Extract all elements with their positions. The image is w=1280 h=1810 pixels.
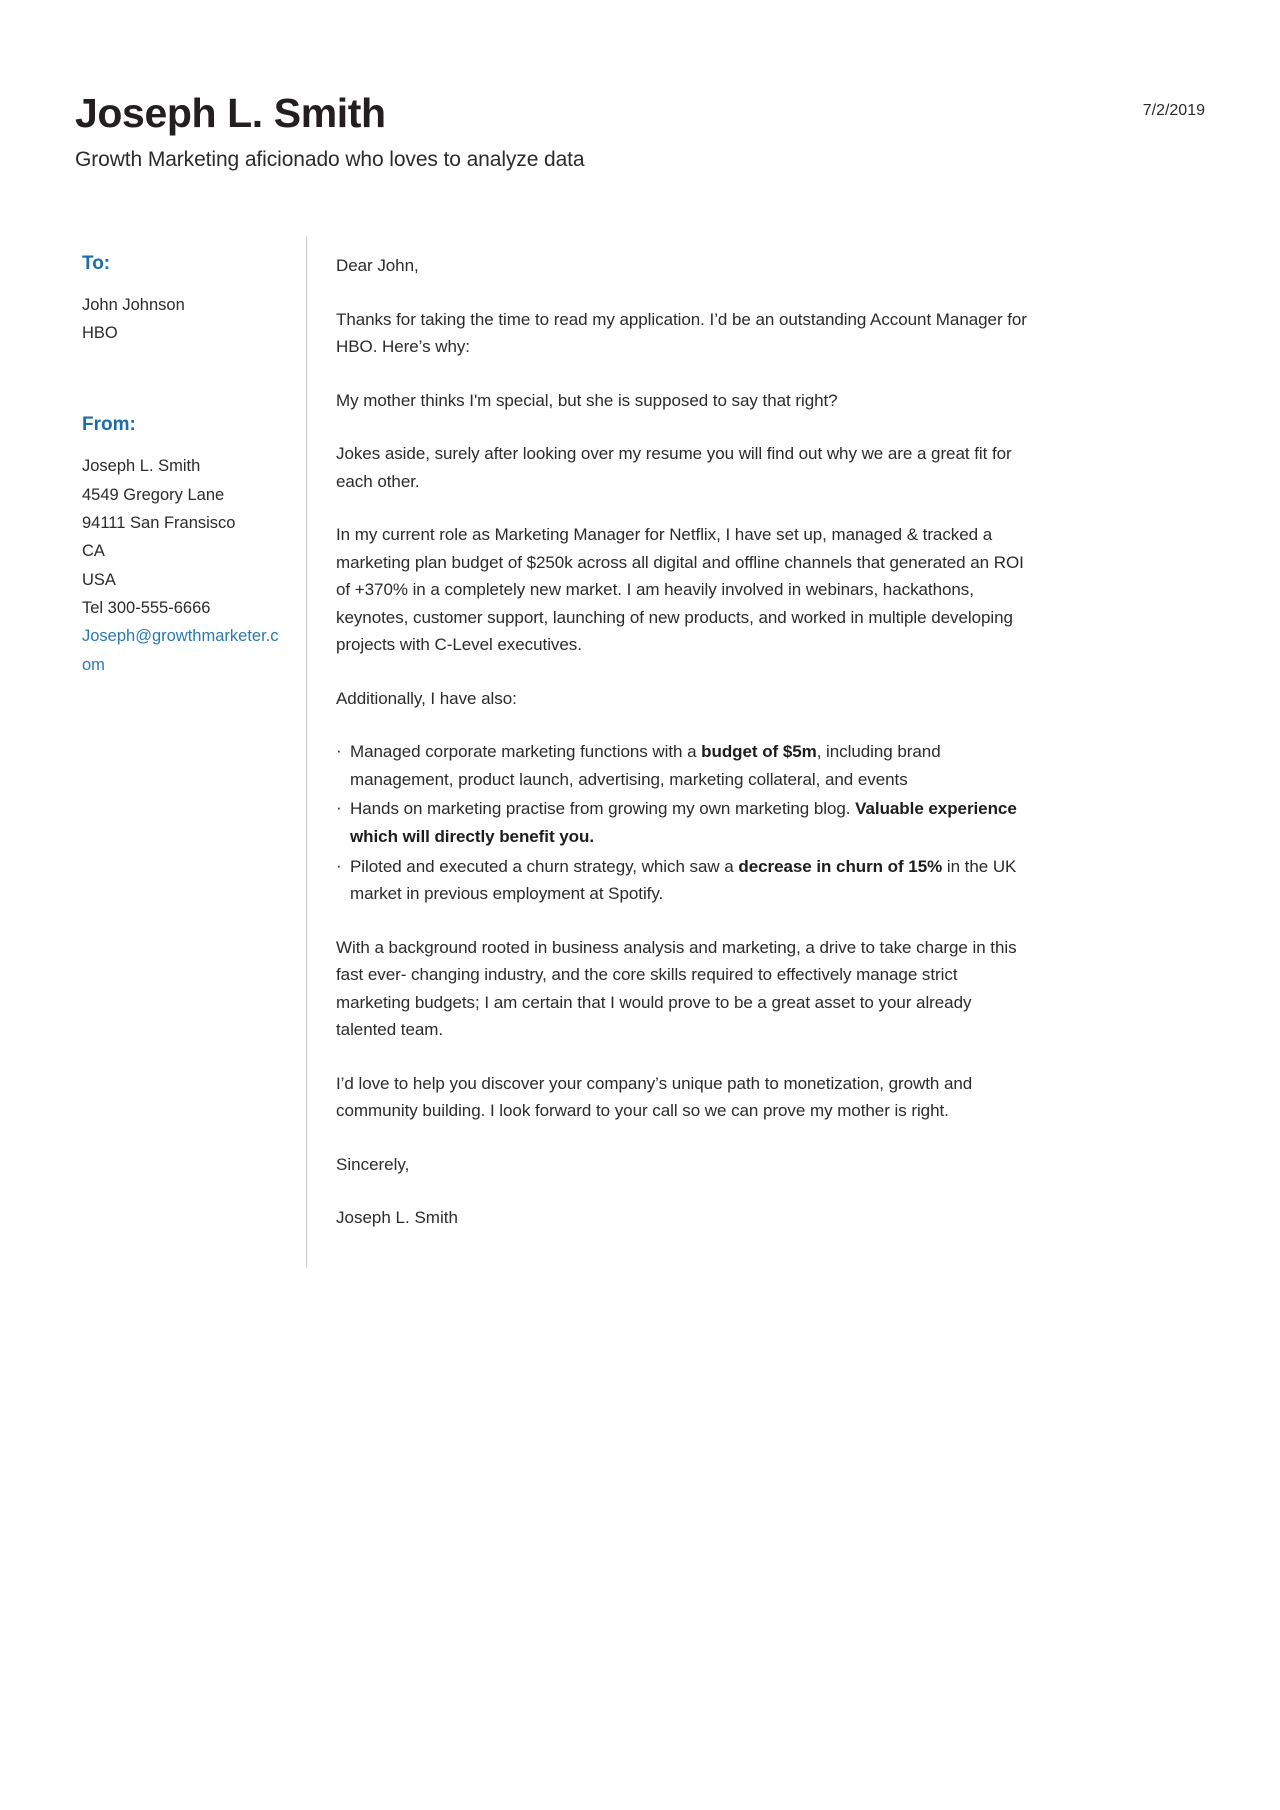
from-line-city: 94111 San Fransisco <box>82 513 236 532</box>
bullet-text-bold: budget of $5m <box>701 742 817 762</box>
from-line-state: CA <box>82 542 105 561</box>
salutation: Dear John, <box>336 256 419 275</box>
from-line-street: 4549 Gregory Lane <box>82 485 225 504</box>
signature: Joseph L. Smith <box>336 1208 458 1228</box>
list-item <box>336 795 1036 850</box>
from-line-name: Joseph L. Smith <box>82 457 201 476</box>
paragraph-3: Jokes aside, surely after looking over my resume you will find out why we are a great fit for each other. <box>336 444 1012 491</box>
contact-sidebar <box>82 252 294 679</box>
letter-body <box>336 252 1036 1232</box>
bullet-text-bold: Valuable experience which will directly benefit you. <box>350 799 1017 846</box>
paragraph-4: In my current role as Marketing Manager for Netflix, I have set up, managed & tracked a marketing plan budget of $250k across all digital and offline channels that generated an ROI of +370% in a completely new market. I am heavily involved in webinars, hackathons, keynotes, customer support, launching of new products, and worked in multiple developing projects with C-Level executives. <box>336 525 1024 655</box>
achievements-list <box>336 738 1036 907</box>
from-line-phone: Tel 300-555-6666 <box>82 599 211 617</box>
bullet-text-after: , including brand management, product launch, advertising, marketing collateral, and events <box>350 742 941 789</box>
bullet-text-after: in the UK market in previous employment at Spotify. <box>350 856 1017 904</box>
bullet-text-before: Hands on marketing practise from growing my own marketing blog. <box>350 799 856 819</box>
bullet-text-bold: decrease in churn of 15% <box>738 856 943 876</box>
paragraph-1: Thanks for taking the time to read my application. I’d be an outstanding Account Manager for HBO. Here’s why: <box>336 309 1027 357</box>
page-title: Joseph L. Smith <box>75 90 386 136</box>
letter-header <box>75 92 1205 202</box>
list-item <box>336 738 1036 793</box>
closing: Sincerely, <box>336 1154 410 1174</box>
paragraph-7: I’d love to help you discover your company’s unique path to monetization, growth and community building. I look forward to your call so we can prove my mother is right. <box>336 1073 973 1121</box>
paragraph-5: Additionally, I have also: <box>336 688 517 708</box>
from-line-country: USA <box>82 570 116 589</box>
list-item <box>336 853 1036 908</box>
email-link[interactable]: Joseph@growthmarketer.com <box>82 627 279 674</box>
paragraph-6: With a background rooted in business analysis and marketing, a drive to take charge in this fast ever- changing industry, and the core skills required to effectively manage strict marketing budgets; I am certain that I would prove to be a great asset to your already talented team. <box>336 937 1017 1040</box>
to-heading: To: <box>82 253 111 274</box>
paragraph-2: My mother thinks I'm special, but she is supposed to say that right? <box>336 390 838 410</box>
bullet-text-before: Piloted and executed a churn strategy, which saw a <box>350 856 739 876</box>
to-line-name: John Johnson <box>82 295 185 314</box>
from-heading: From: <box>82 414 136 436</box>
to-line-company: HBO <box>82 324 118 343</box>
column-divider <box>306 236 307 1268</box>
letter-date: 7/2/2019 <box>1142 102 1205 119</box>
header-tagline: Growth Marketing aficionado who loves to analyze data <box>75 148 585 172</box>
bullet-text-before: Managed corporate marketing functions with a <box>350 742 702 762</box>
